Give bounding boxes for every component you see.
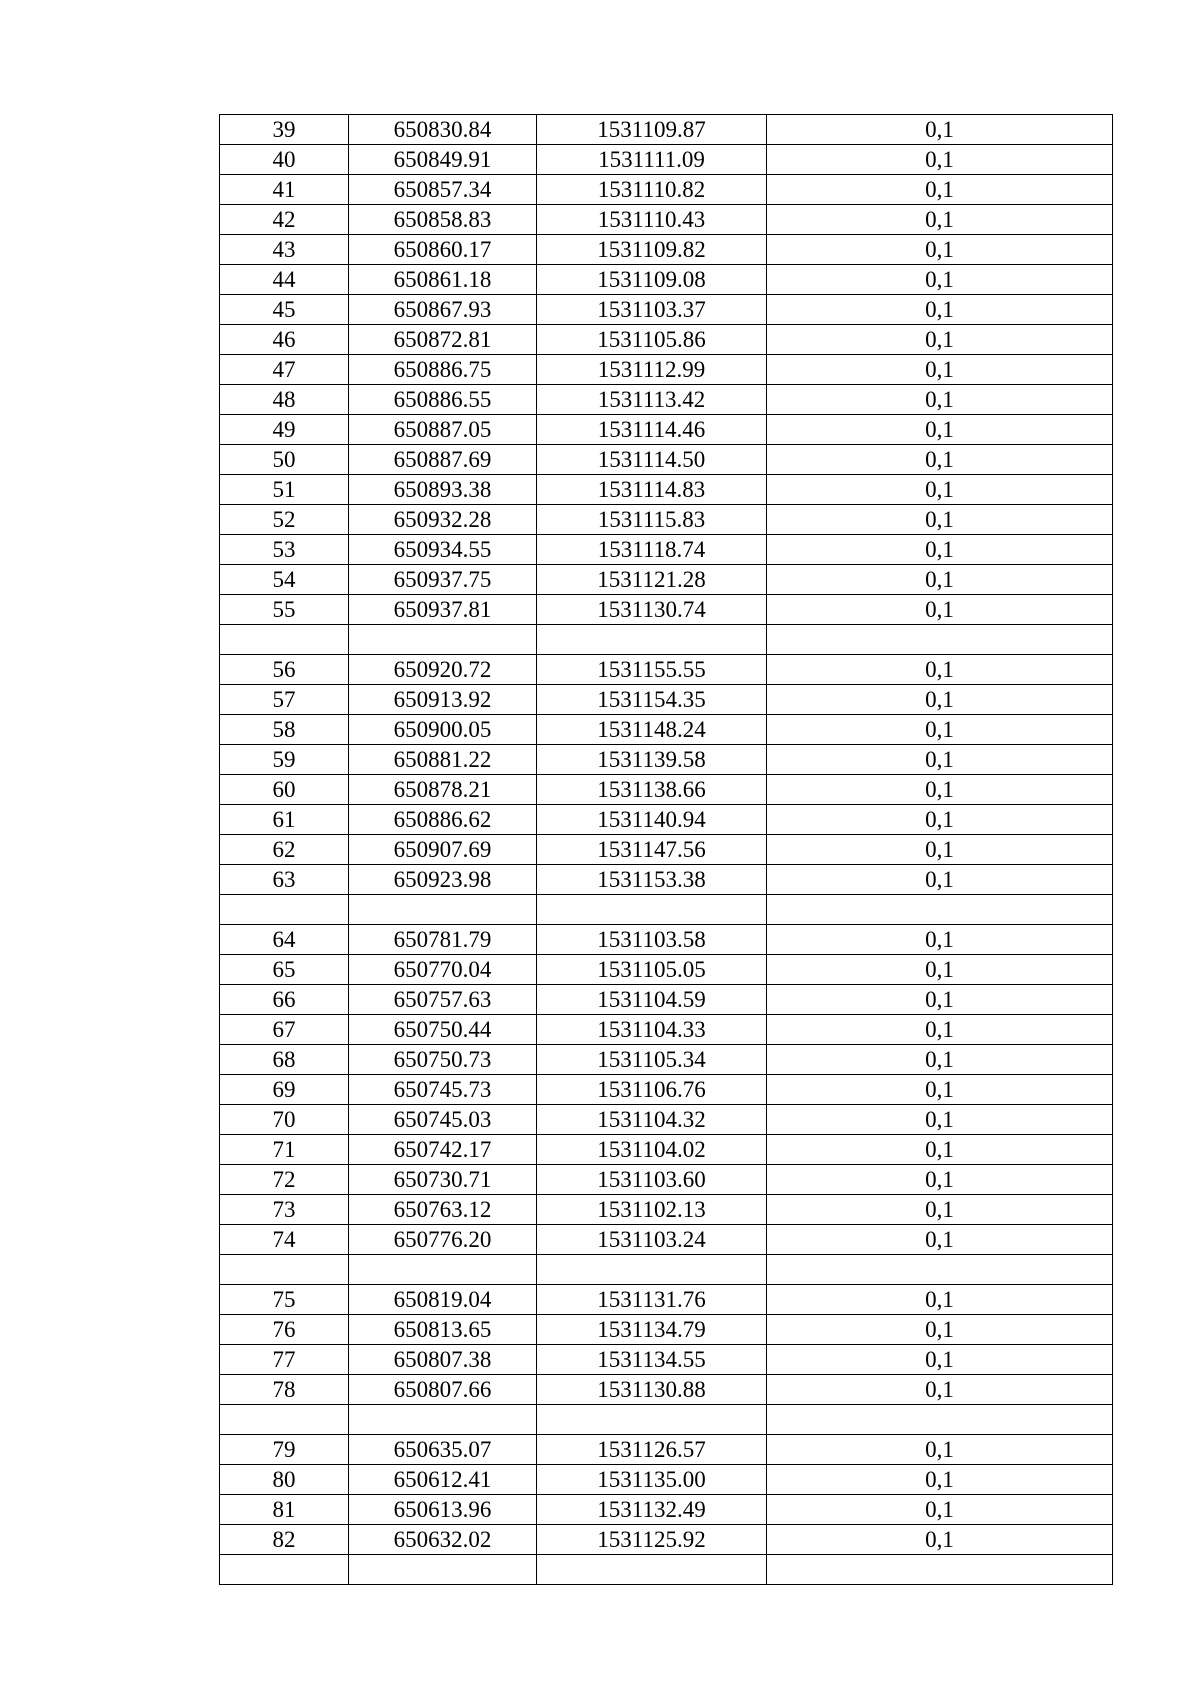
y-coordinate-cell: 1531114.50	[537, 445, 767, 475]
table-row	[220, 355, 1113, 385]
y-coordinate-cell: 1531134.79	[537, 1315, 767, 1345]
y-coordinate-cell: 1531105.86	[537, 325, 767, 355]
table-row	[220, 1225, 1113, 1255]
point-number-cell: 80	[220, 1465, 349, 1495]
table-row	[220, 685, 1113, 715]
point-number-cell: 40	[220, 145, 349, 175]
table-row	[220, 1465, 1113, 1495]
accuracy-cell: 0,1	[767, 175, 1113, 205]
y-coordinate-cell: 1531130.88	[537, 1375, 767, 1405]
point-number-cell: 41	[220, 175, 349, 205]
y-coordinate-cell	[537, 895, 767, 925]
table-row	[220, 1015, 1113, 1045]
x-coordinate-cell: 650872.81	[349, 325, 537, 355]
point-number-cell: 68	[220, 1045, 349, 1075]
accuracy-cell: 0,1	[767, 325, 1113, 355]
accuracy-cell	[767, 625, 1113, 655]
accuracy-cell: 0,1	[767, 1435, 1113, 1465]
point-number-cell: 71	[220, 1135, 349, 1165]
x-coordinate-cell: 650819.04	[349, 1285, 537, 1315]
point-number-cell: 45	[220, 295, 349, 325]
accuracy-cell: 0,1	[767, 805, 1113, 835]
x-coordinate-cell: 650757.63	[349, 985, 537, 1015]
x-coordinate-cell: 650913.92	[349, 685, 537, 715]
x-coordinate-cell: 650742.17	[349, 1135, 537, 1165]
point-number-cell: 43	[220, 235, 349, 265]
x-coordinate-cell: 650887.69	[349, 445, 537, 475]
y-coordinate-cell: 1531134.55	[537, 1345, 767, 1375]
accuracy-cell: 0,1	[767, 1285, 1113, 1315]
y-coordinate-cell: 1531109.08	[537, 265, 767, 295]
accuracy-cell: 0,1	[767, 565, 1113, 595]
table-row	[220, 1075, 1113, 1105]
x-coordinate-cell: 650632.02	[349, 1525, 537, 1555]
accuracy-cell: 0,1	[767, 1315, 1113, 1345]
accuracy-cell: 0,1	[767, 595, 1113, 625]
y-coordinate-cell: 1531103.37	[537, 295, 767, 325]
accuracy-cell: 0,1	[767, 1045, 1113, 1075]
accuracy-cell: 0,1	[767, 865, 1113, 895]
accuracy-cell: 0,1	[767, 955, 1113, 985]
point-number-cell: 78	[220, 1375, 349, 1405]
point-number-cell: 70	[220, 1105, 349, 1135]
point-number-cell: 81	[220, 1495, 349, 1525]
x-coordinate-cell: 650849.91	[349, 145, 537, 175]
x-coordinate-cell: 650886.75	[349, 355, 537, 385]
y-coordinate-cell: 1531104.33	[537, 1015, 767, 1045]
accuracy-cell: 0,1	[767, 535, 1113, 565]
y-coordinate-cell: 1531113.42	[537, 385, 767, 415]
y-coordinate-cell: 1531102.13	[537, 1195, 767, 1225]
x-coordinate-cell: 650807.66	[349, 1375, 537, 1405]
table-row	[220, 805, 1113, 835]
x-coordinate-cell: 650893.38	[349, 475, 537, 505]
accuracy-cell: 0,1	[767, 355, 1113, 385]
accuracy-cell: 0,1	[767, 1135, 1113, 1165]
point-number-cell: 65	[220, 955, 349, 985]
table-row	[220, 265, 1113, 295]
accuracy-cell: 0,1	[767, 295, 1113, 325]
y-coordinate-cell	[537, 1255, 767, 1285]
accuracy-cell: 0,1	[767, 1015, 1113, 1045]
table-row	[220, 1375, 1113, 1405]
separator-row	[220, 1405, 1113, 1435]
y-coordinate-cell	[537, 1555, 767, 1585]
table-row	[220, 955, 1113, 985]
y-coordinate-cell: 1531155.55	[537, 655, 767, 685]
x-coordinate-cell: 650857.34	[349, 175, 537, 205]
x-coordinate-cell: 650867.93	[349, 295, 537, 325]
accuracy-cell: 0,1	[767, 1525, 1113, 1555]
y-coordinate-cell: 1531125.92	[537, 1525, 767, 1555]
x-coordinate-cell: 650937.75	[349, 565, 537, 595]
y-coordinate-cell: 1531104.32	[537, 1105, 767, 1135]
y-coordinate-cell: 1531121.28	[537, 565, 767, 595]
point-number-cell: 42	[220, 205, 349, 235]
y-coordinate-cell: 1531105.05	[537, 955, 767, 985]
accuracy-cell	[767, 1405, 1113, 1435]
table-row	[220, 1195, 1113, 1225]
accuracy-cell: 0,1	[767, 415, 1113, 445]
y-coordinate-cell: 1531114.83	[537, 475, 767, 505]
accuracy-cell: 0,1	[767, 1165, 1113, 1195]
point-number-cell: 64	[220, 925, 349, 955]
point-number-cell: 59	[220, 745, 349, 775]
y-coordinate-cell: 1531114.46	[537, 415, 767, 445]
point-number-cell: 48	[220, 385, 349, 415]
x-coordinate-cell	[349, 625, 537, 655]
x-coordinate-cell: 650907.69	[349, 835, 537, 865]
x-coordinate-cell: 650750.73	[349, 1045, 537, 1075]
point-number-cell: 73	[220, 1195, 349, 1225]
x-coordinate-cell: 650886.55	[349, 385, 537, 415]
table-row	[220, 595, 1113, 625]
y-coordinate-cell: 1531132.49	[537, 1495, 767, 1525]
y-coordinate-cell: 1531109.82	[537, 235, 767, 265]
point-number-cell: 72	[220, 1165, 349, 1195]
accuracy-cell	[767, 895, 1113, 925]
x-coordinate-cell: 650730.71	[349, 1165, 537, 1195]
y-coordinate-cell: 1531140.94	[537, 805, 767, 835]
accuracy-cell: 0,1	[767, 835, 1113, 865]
x-coordinate-cell: 650612.41	[349, 1465, 537, 1495]
y-coordinate-cell: 1531105.34	[537, 1045, 767, 1075]
point-number-cell: 57	[220, 685, 349, 715]
x-coordinate-cell: 650900.05	[349, 715, 537, 745]
accuracy-cell: 0,1	[767, 775, 1113, 805]
table-row	[220, 475, 1113, 505]
point-number-cell	[220, 1555, 349, 1585]
x-coordinate-cell: 650858.83	[349, 205, 537, 235]
accuracy-cell: 0,1	[767, 1225, 1113, 1255]
table-row	[220, 235, 1113, 265]
table-row	[220, 1315, 1113, 1345]
point-number-cell	[220, 895, 349, 925]
accuracy-cell: 0,1	[767, 1465, 1113, 1495]
accuracy-cell: 0,1	[767, 1495, 1113, 1525]
table-row	[220, 1345, 1113, 1375]
x-coordinate-cell	[349, 1405, 537, 1435]
table-row	[220, 445, 1113, 475]
x-coordinate-cell: 650745.03	[349, 1105, 537, 1135]
y-coordinate-cell: 1531106.76	[537, 1075, 767, 1105]
point-number-cell: 46	[220, 325, 349, 355]
table-row	[220, 1435, 1113, 1465]
point-number-cell: 44	[220, 265, 349, 295]
point-number-cell: 74	[220, 1225, 349, 1255]
x-coordinate-cell	[349, 895, 537, 925]
y-coordinate-cell: 1531130.74	[537, 595, 767, 625]
table-row	[220, 925, 1113, 955]
separator-row	[220, 1555, 1113, 1585]
x-coordinate-cell: 650613.96	[349, 1495, 537, 1525]
table-row	[220, 1105, 1113, 1135]
table-row	[220, 1045, 1113, 1075]
y-coordinate-cell	[537, 1405, 767, 1435]
y-coordinate-cell: 1531103.58	[537, 925, 767, 955]
accuracy-cell: 0,1	[767, 1375, 1113, 1405]
x-coordinate-cell: 650770.04	[349, 955, 537, 985]
point-number-cell: 53	[220, 535, 349, 565]
x-coordinate-cell: 650776.20	[349, 1225, 537, 1255]
y-coordinate-cell: 1531115.83	[537, 505, 767, 535]
accuracy-cell: 0,1	[767, 385, 1113, 415]
x-coordinate-cell: 650881.22	[349, 745, 537, 775]
table-row	[220, 505, 1113, 535]
x-coordinate-cell: 650861.18	[349, 265, 537, 295]
table-row	[220, 205, 1113, 235]
table-row	[220, 1285, 1113, 1315]
y-coordinate-cell: 1531131.76	[537, 1285, 767, 1315]
table-row	[220, 745, 1113, 775]
table-row	[220, 145, 1113, 175]
point-number-cell	[220, 1405, 349, 1435]
accuracy-cell: 0,1	[767, 115, 1113, 145]
y-coordinate-cell: 1531153.38	[537, 865, 767, 895]
y-coordinate-cell: 1531104.02	[537, 1135, 767, 1165]
point-number-cell: 75	[220, 1285, 349, 1315]
y-coordinate-cell: 1531111.09	[537, 145, 767, 175]
y-coordinate-cell: 1531139.58	[537, 745, 767, 775]
accuracy-cell: 0,1	[767, 985, 1113, 1015]
accuracy-cell: 0,1	[767, 235, 1113, 265]
table-row	[220, 115, 1113, 145]
point-number-cell: 39	[220, 115, 349, 145]
point-number-cell: 79	[220, 1435, 349, 1465]
point-number-cell: 61	[220, 805, 349, 835]
point-number-cell: 63	[220, 865, 349, 895]
point-number-cell: 67	[220, 1015, 349, 1045]
x-coordinate-cell: 650923.98	[349, 865, 537, 895]
x-coordinate-cell: 650878.21	[349, 775, 537, 805]
x-coordinate-cell: 650781.79	[349, 925, 537, 955]
table-row	[220, 295, 1113, 325]
coordinates-table-body	[220, 115, 1113, 1585]
x-coordinate-cell: 650635.07	[349, 1435, 537, 1465]
accuracy-cell: 0,1	[767, 685, 1113, 715]
separator-row	[220, 1255, 1113, 1285]
table-row	[220, 535, 1113, 565]
accuracy-cell: 0,1	[767, 205, 1113, 235]
point-number-cell	[220, 1255, 349, 1285]
table-row	[220, 325, 1113, 355]
table-row	[220, 1525, 1113, 1555]
table-row	[220, 1165, 1113, 1195]
x-coordinate-cell: 650813.65	[349, 1315, 537, 1345]
accuracy-cell	[767, 1555, 1113, 1585]
point-number-cell: 51	[220, 475, 349, 505]
point-number-cell: 77	[220, 1345, 349, 1375]
x-coordinate-cell: 650807.38	[349, 1345, 537, 1375]
point-number-cell: 69	[220, 1075, 349, 1105]
separator-row	[220, 625, 1113, 655]
y-coordinate-cell: 1531103.60	[537, 1165, 767, 1195]
point-number-cell	[220, 625, 349, 655]
x-coordinate-cell: 650934.55	[349, 535, 537, 565]
point-number-cell: 66	[220, 985, 349, 1015]
table-row	[220, 835, 1113, 865]
point-number-cell: 56	[220, 655, 349, 685]
point-number-cell: 82	[220, 1525, 349, 1555]
y-coordinate-cell: 1531112.99	[537, 355, 767, 385]
table-row	[220, 385, 1113, 415]
table-row	[220, 1495, 1113, 1525]
x-coordinate-cell: 650745.73	[349, 1075, 537, 1105]
accuracy-cell: 0,1	[767, 145, 1113, 175]
accuracy-cell: 0,1	[767, 475, 1113, 505]
accuracy-cell	[767, 1255, 1113, 1285]
point-number-cell: 60	[220, 775, 349, 805]
x-coordinate-cell	[349, 1555, 537, 1585]
y-coordinate-cell: 1531118.74	[537, 535, 767, 565]
table-row	[220, 565, 1113, 595]
coordinates-table	[219, 114, 1113, 1585]
table-row	[220, 175, 1113, 205]
table-row	[220, 415, 1113, 445]
x-coordinate-cell: 650860.17	[349, 235, 537, 265]
accuracy-cell: 0,1	[767, 505, 1113, 535]
y-coordinate-cell: 1531104.59	[537, 985, 767, 1015]
x-coordinate-cell: 650932.28	[349, 505, 537, 535]
y-coordinate-cell: 1531148.24	[537, 715, 767, 745]
point-number-cell: 54	[220, 565, 349, 595]
y-coordinate-cell: 1531126.57	[537, 1435, 767, 1465]
table-row	[220, 865, 1113, 895]
point-number-cell: 76	[220, 1315, 349, 1345]
y-coordinate-cell: 1531110.82	[537, 175, 767, 205]
y-coordinate-cell: 1531109.87	[537, 115, 767, 145]
accuracy-cell: 0,1	[767, 1075, 1113, 1105]
table-row	[220, 715, 1113, 745]
x-coordinate-cell: 650830.84	[349, 115, 537, 145]
table-row	[220, 655, 1113, 685]
accuracy-cell: 0,1	[767, 1195, 1113, 1225]
accuracy-cell: 0,1	[767, 745, 1113, 775]
separator-row	[220, 895, 1113, 925]
x-coordinate-cell: 650887.05	[349, 415, 537, 445]
point-number-cell: 55	[220, 595, 349, 625]
y-coordinate-cell: 1531110.43	[537, 205, 767, 235]
y-coordinate-cell: 1531103.24	[537, 1225, 767, 1255]
x-coordinate-cell: 650763.12	[349, 1195, 537, 1225]
y-coordinate-cell: 1531154.35	[537, 685, 767, 715]
accuracy-cell: 0,1	[767, 1105, 1113, 1135]
x-coordinate-cell: 650920.72	[349, 655, 537, 685]
accuracy-cell: 0,1	[767, 1345, 1113, 1375]
x-coordinate-cell: 650886.62	[349, 805, 537, 835]
table-row	[220, 985, 1113, 1015]
point-number-cell: 62	[220, 835, 349, 865]
accuracy-cell: 0,1	[767, 445, 1113, 475]
accuracy-cell: 0,1	[767, 925, 1113, 955]
point-number-cell: 58	[220, 715, 349, 745]
table-row	[220, 1135, 1113, 1165]
table-row	[220, 775, 1113, 805]
accuracy-cell: 0,1	[767, 655, 1113, 685]
point-number-cell: 47	[220, 355, 349, 385]
point-number-cell: 52	[220, 505, 349, 535]
x-coordinate-cell: 650750.44	[349, 1015, 537, 1045]
accuracy-cell: 0,1	[767, 715, 1113, 745]
x-coordinate-cell	[349, 1255, 537, 1285]
point-number-cell: 49	[220, 415, 349, 445]
point-number-cell: 50	[220, 445, 349, 475]
y-coordinate-cell	[537, 625, 767, 655]
y-coordinate-cell: 1531135.00	[537, 1465, 767, 1495]
accuracy-cell: 0,1	[767, 265, 1113, 295]
y-coordinate-cell: 1531138.66	[537, 775, 767, 805]
y-coordinate-cell: 1531147.56	[537, 835, 767, 865]
x-coordinate-cell: 650937.81	[349, 595, 537, 625]
